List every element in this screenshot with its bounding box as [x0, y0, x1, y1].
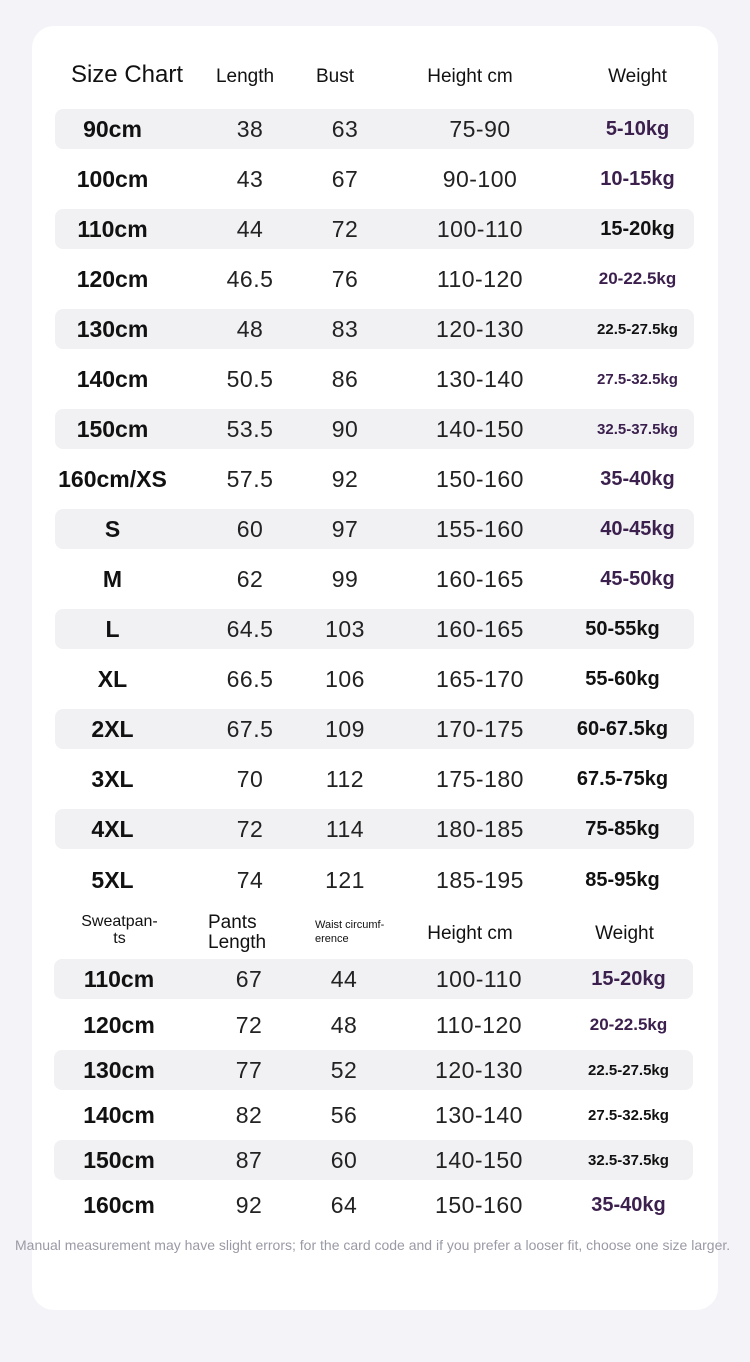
weight-cell: 35-40kg	[600, 467, 675, 490]
length-cell: 46.5	[226, 265, 274, 292]
height-cell: 120-130	[435, 1056, 523, 1083]
weight-cell: 55-60kg	[585, 667, 660, 690]
table-row	[55, 159, 694, 199]
header-height: Height cm	[427, 66, 513, 88]
length-cell: 87	[235, 1146, 263, 1173]
size-cell: 5XL	[91, 866, 134, 893]
height-cell: 140-150	[435, 1146, 523, 1173]
size-cell: 160cm	[83, 1191, 155, 1218]
size-cell: 130cm	[76, 315, 149, 342]
header-length: Length	[215, 66, 275, 88]
length-cell: 67.5	[226, 715, 274, 742]
size-cell: 160cm/XS	[58, 465, 167, 492]
weight-cell: 35-40kg	[591, 1193, 666, 1216]
table-row	[55, 659, 694, 699]
table-row	[55, 459, 694, 499]
bust-cell: 86	[331, 365, 359, 392]
size-cell: 140cm	[83, 1101, 155, 1128]
header-sweatpants-line1: Sweatpan-	[81, 913, 158, 931]
weight-cell: 27.5-32.5kg	[588, 1106, 669, 1124]
waist-cell: 48	[330, 1011, 358, 1038]
height-cell: 120-130	[436, 315, 524, 342]
length-cell: 43	[236, 165, 264, 192]
table-row	[55, 209, 694, 249]
header-waist-line1: Waist circumf-	[315, 919, 385, 931]
bust-cell: 112	[325, 765, 365, 792]
height-cell: 170-175	[436, 715, 524, 742]
waist-cell: 60	[330, 1146, 358, 1173]
header-waist-line2: erence	[315, 933, 349, 946]
weight-cell: 10-15kg	[600, 167, 675, 190]
measurement-note: Manual measurement may have slight errors; for the card code and if you prefer a looser fit, choose one size larger.	[15, 1237, 731, 1253]
header-bust: Bust	[315, 66, 355, 88]
table-row	[55, 709, 694, 749]
table-row	[55, 259, 694, 299]
bust-cell: 67	[331, 165, 359, 192]
height-cell: 155-160	[436, 515, 524, 542]
header-weight: Weight	[608, 66, 667, 88]
length-cell: 70	[236, 765, 264, 792]
length-cell: 92	[235, 1191, 263, 1218]
height-cell: 130-140	[435, 1101, 523, 1128]
bust-cell: 99	[331, 565, 359, 592]
size-cell: 150cm	[83, 1146, 155, 1173]
weight-cell: 15-20kg	[591, 967, 666, 990]
length-cell: 67	[235, 965, 263, 992]
table-row	[55, 509, 694, 549]
weight-cell: 20-22.5kg	[598, 269, 677, 288]
length-cell: 77	[235, 1056, 263, 1083]
length-cell: 57.5	[226, 465, 274, 492]
weight-cell: 27.5-32.5kg	[597, 370, 678, 388]
height-cell: 110-120	[435, 1011, 523, 1038]
size-cell: 4XL	[91, 815, 134, 842]
bust-cell: 72	[331, 215, 359, 242]
size-cell: M	[102, 565, 123, 592]
weight-cell: 5-10kg	[605, 117, 670, 140]
header-pants-length	[208, 911, 288, 955]
table-row	[55, 109, 694, 149]
size-cell: 90cm	[83, 115, 142, 142]
weight-cell: 67.5-75kg	[576, 767, 669, 790]
size-cell: L	[105, 615, 120, 642]
table-row	[54, 959, 693, 999]
size-cell: 120cm	[76, 265, 149, 292]
size-cell: 2XL	[91, 715, 134, 742]
weight-cell: 75-85kg	[585, 817, 660, 840]
height-cell: 140-150	[436, 415, 524, 442]
bust-cell: 106	[325, 665, 365, 692]
weight-cell: 85-95kg	[585, 868, 660, 891]
height-cell: 150-160	[435, 1191, 523, 1218]
size-cell: S	[104, 515, 121, 542]
weight-cell: 32.5-37.5kg	[588, 1151, 669, 1169]
header-size-chart: Size Chart	[70, 61, 184, 89]
header-pants-height: Height cm	[427, 923, 513, 945]
weight-cell: 40-45kg	[600, 517, 675, 540]
table-row	[55, 609, 694, 649]
header-pants-weight: Weight	[595, 923, 654, 945]
bust-cell: 121	[325, 866, 365, 893]
table-row	[54, 1185, 693, 1225]
height-cell: 175-180	[436, 765, 524, 792]
height-cell: 100-110	[435, 965, 523, 992]
length-cell: 44	[236, 215, 264, 242]
size-cell: XL	[97, 665, 128, 692]
size-cell: 150cm	[76, 415, 149, 442]
height-cell: 160-165	[436, 615, 524, 642]
bust-cell: 114	[325, 815, 365, 842]
waist-cell: 52	[330, 1056, 358, 1083]
bust-cell: 103	[325, 615, 365, 642]
height-cell: 180-185	[436, 815, 524, 842]
length-cell: 60	[236, 515, 264, 542]
length-cell: 50.5	[226, 365, 274, 392]
height-cell: 160-165	[436, 565, 524, 592]
height-cell: 185-195	[436, 866, 524, 893]
table-row	[54, 1050, 693, 1090]
weight-cell: 20-22.5kg	[589, 1015, 668, 1034]
size-cell: 3XL	[91, 765, 134, 792]
table-row	[55, 759, 694, 799]
length-cell: 64.5	[226, 615, 274, 642]
weight-cell: 32.5-37.5kg	[597, 420, 678, 438]
length-cell: 66.5	[226, 665, 274, 692]
table-row	[54, 1095, 693, 1135]
weight-cell: 60-67.5kg	[576, 717, 669, 740]
height-cell: 100-110	[436, 215, 524, 242]
table-row	[55, 809, 694, 849]
waist-cell: 64	[330, 1191, 358, 1218]
table-row	[55, 359, 694, 399]
table-row	[55, 559, 694, 599]
length-cell: 72	[236, 815, 264, 842]
table-row	[55, 409, 694, 449]
height-cell: 130-140	[436, 365, 524, 392]
waist-cell: 56	[330, 1101, 358, 1128]
bust-cell: 63	[331, 115, 359, 142]
weight-cell: 15-20kg	[600, 217, 675, 240]
height-cell: 75-90	[449, 115, 511, 142]
size-cell: 130cm	[83, 1056, 155, 1083]
header-pants-length-line2: Length	[208, 932, 267, 953]
length-cell: 72	[235, 1011, 263, 1038]
weight-cell: 22.5-27.5kg	[597, 320, 678, 338]
weight-cell: 45-50kg	[600, 567, 675, 590]
bust-cell: 109	[325, 715, 365, 742]
bust-cell: 92	[331, 465, 359, 492]
waist-cell: 44	[330, 965, 358, 992]
weight-cell: 22.5-27.5kg	[588, 1061, 669, 1079]
length-cell: 74	[236, 866, 264, 893]
header-sweatpants-line2: ts	[113, 930, 126, 947]
size-cell: 140cm	[76, 365, 149, 392]
header-pants-length-line1: Pants	[208, 912, 257, 934]
bust-cell: 97	[331, 515, 359, 542]
bust-cell: 90	[331, 415, 359, 442]
height-cell: 165-170	[436, 665, 524, 692]
length-cell: 48	[236, 315, 264, 342]
table-row	[55, 860, 694, 900]
length-cell: 62	[236, 565, 264, 592]
table-row	[54, 1140, 693, 1180]
header-waist	[315, 918, 410, 948]
size-cell: 100cm	[76, 165, 149, 192]
weight-cell: 50-55kg	[585, 617, 660, 640]
length-cell: 82	[235, 1101, 263, 1128]
table-row	[55, 309, 694, 349]
length-cell: 53.5	[226, 415, 274, 442]
height-cell: 110-120	[436, 265, 524, 292]
bust-cell: 83	[331, 315, 359, 342]
header-sweatpants	[62, 910, 177, 952]
size-cell: 110cm	[77, 215, 148, 242]
bust-cell: 76	[331, 265, 359, 292]
height-cell: 150-160	[436, 465, 524, 492]
size-cell: 110cm	[83, 965, 155, 992]
height-cell: 90-100	[442, 165, 518, 192]
table-row	[54, 1005, 693, 1045]
length-cell: 38	[236, 115, 264, 142]
size-cell: 120cm	[83, 1011, 155, 1038]
